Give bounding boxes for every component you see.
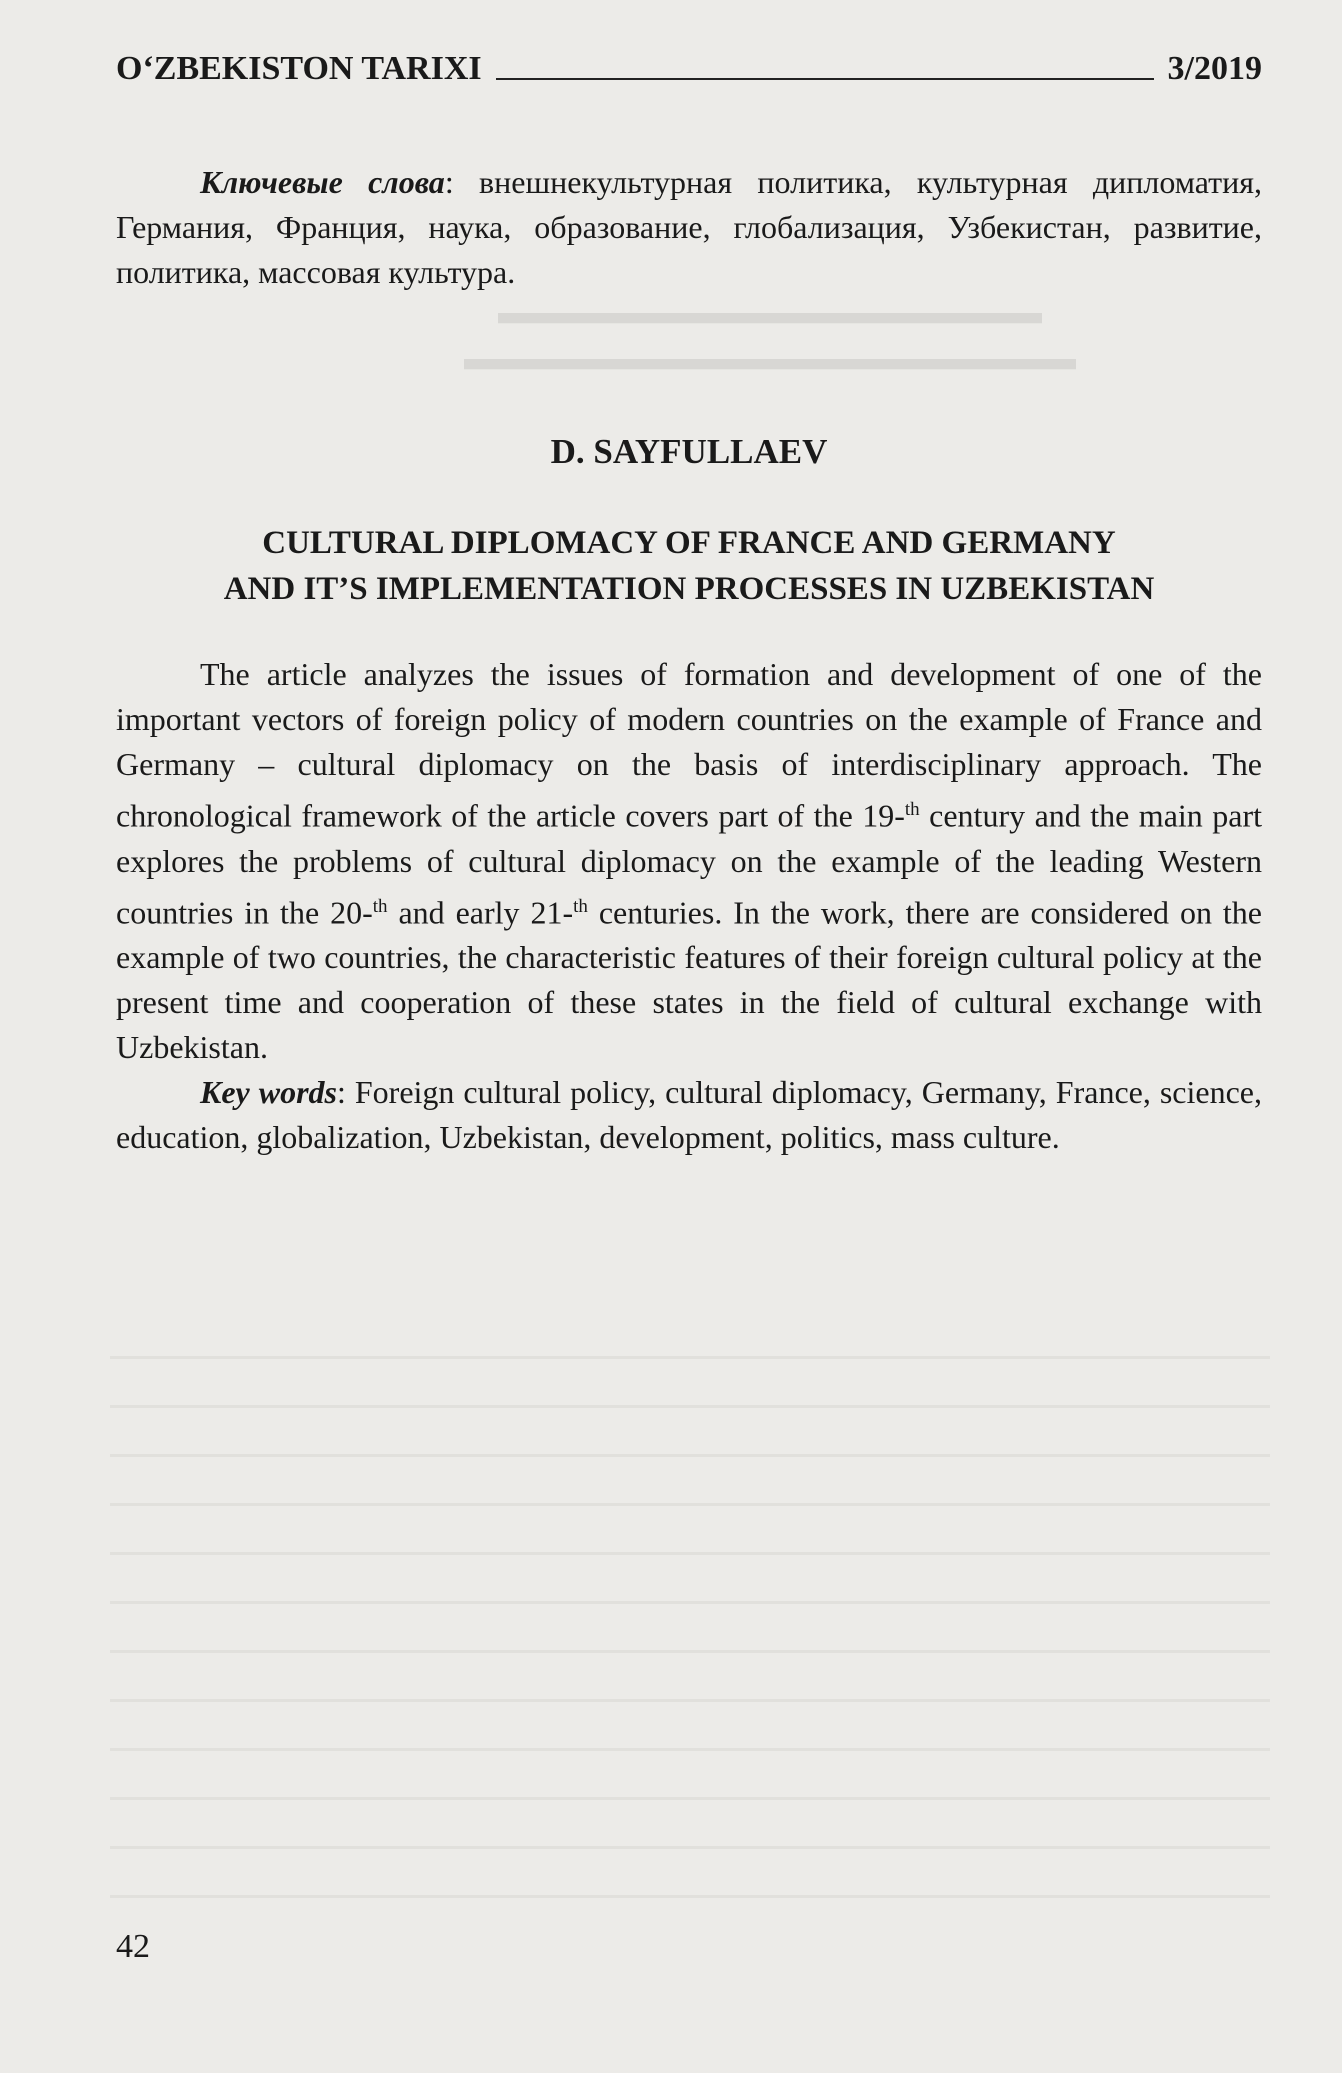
abstract-part-3: and early 21- bbox=[387, 894, 574, 931]
superscript-th: th bbox=[573, 895, 588, 917]
running-header bbox=[116, 50, 1262, 88]
russian-keywords bbox=[116, 160, 1262, 295]
english-keywords bbox=[116, 1070, 1262, 1160]
author-name: D. SAYFULLAEV bbox=[550, 432, 828, 471]
bleed-through-heading: ▬▬▬▬▬▬▬▬▬▬▬▬▬▬▬▬▬▬ ▬▬▬▬▬▬▬▬▬▬▬▬▬▬▬▬ bbox=[464, 305, 1076, 388]
journal-name: O‘ZBEKISTON TARIXI bbox=[116, 50, 482, 87]
article-title bbox=[116, 520, 1262, 612]
english-keywords-label: Key words bbox=[200, 1074, 337, 1111]
superscript-th: th bbox=[904, 799, 920, 820]
superscript-th: th bbox=[372, 895, 388, 917]
abstract-paragraph bbox=[116, 652, 1262, 1070]
abstract-part-1: The article analyzes the issues of formation and development of one of the important vectors of foreign policy of modern countries on the example of France and Germany – cultural diplomacy on the basis of interdisciplinary approach. The chronological framework of the article covers part of the 19- bbox=[116, 656, 1262, 834]
title-line-2: AND IT’S IMPLEMENTATION PROCESSES IN UZBEKISTAN bbox=[223, 571, 1155, 607]
title-line-1: CULTURAL DIPLOMACY OF FRANCE AND GERMANY bbox=[262, 525, 1116, 561]
abstract-part-2: century and the main part explores the problems of cultural diplomacy on the example of the leading Western countries in the 20- bbox=[116, 797, 1262, 931]
issue-number: 3/2019 bbox=[1167, 50, 1262, 87]
russian-keywords-block bbox=[116, 160, 1262, 295]
page-number: 42 bbox=[116, 1928, 150, 1965]
abstract-part-4: centuries. In the work, there are considered on the example of two countries, the characteristic features of their foreign cultural policy at the present time and cooperation of these states in the field of cultural exchange with Uzbekistan. bbox=[116, 894, 1263, 1066]
bleed-through-text bbox=[110, 1310, 1270, 1898]
abstract-block bbox=[116, 652, 1262, 1160]
english-keywords-text: : Foreign cultural policy, cultural diplomacy, Germany, France, science, education, globalization, Uzbekistan, development, politics, mass culture. bbox=[116, 1074, 1263, 1156]
header-rule bbox=[496, 78, 1154, 80]
russian-keywords-label: Ключевые слова bbox=[200, 164, 445, 200]
russian-keywords-text: : внешнекультурная политика, культурная дипломатия, Германия, Франция, наука, образование, глобализация, Узбекистан, развитие, политика, массовая культура. bbox=[116, 164, 1263, 290]
